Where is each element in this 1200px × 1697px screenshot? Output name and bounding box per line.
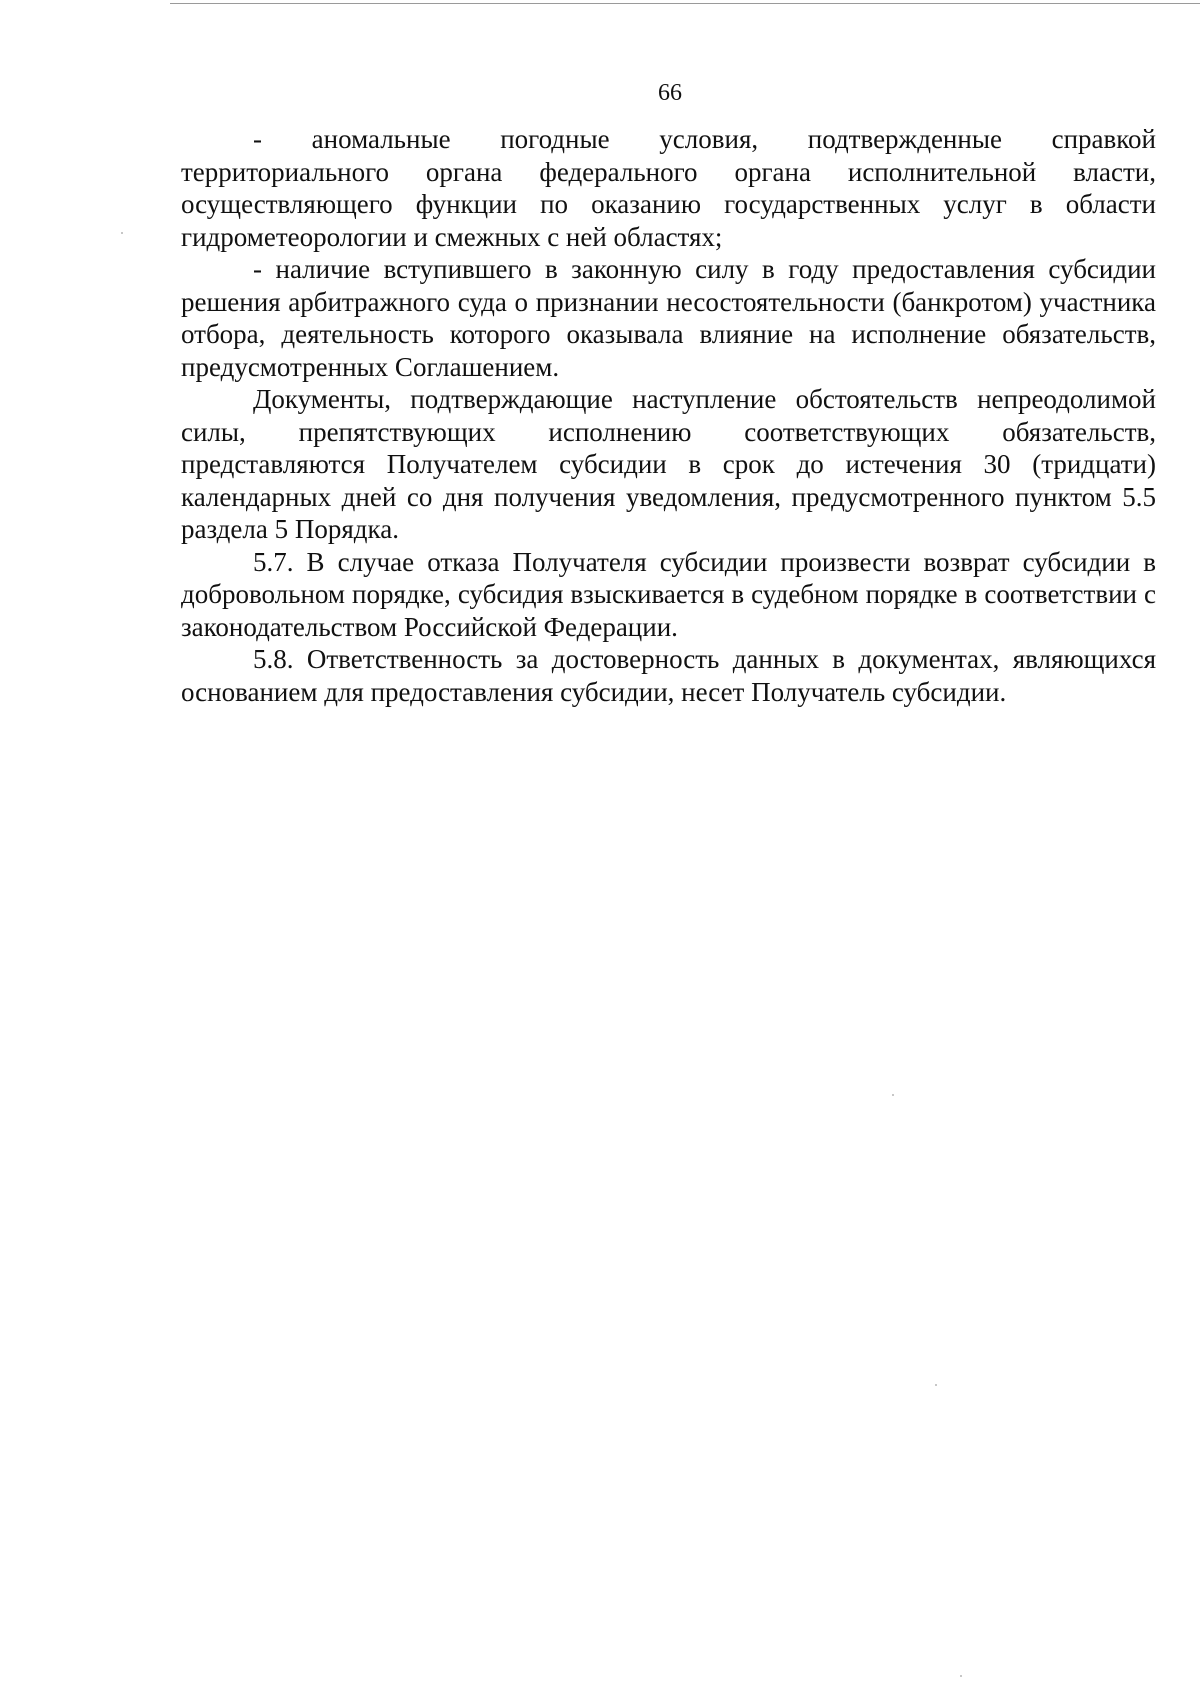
paragraph-clause-5-7: 5.7. В случае отказа Получателя субсидии произвести возврат субсидии в добровольном порядке, субсидия взыскивается в судебном порядке в соответствии с законодательством Российской Федерации.: [181, 546, 1156, 642]
document-body: [181, 123, 1156, 708]
paragraph-force-majeure-documents: Документы, подтверждающие наступление обстоятельств непреодолимой силы, препятствующих исполнению соответствующих обязательств, представляются Получателем субсидии в срок до истечения 30 (тридцати) календарных дней со дня получения уведомления, предусмотренного пунктом 5.5 раздела 5 Порядка.: [181, 384, 1156, 544]
scan-speck: [892, 1094, 894, 1096]
page-number: 66: [658, 80, 682, 106]
scan-speck: [935, 1384, 937, 1386]
paragraph-arbitration-decision: - наличие вступившего в законную силу в году предоставления субсидии решения арбитражного суда о признании несостоятельности (банкротом) участника отбора, деятельность которого оказывала влияние на исполнение обязательств, предусмотренных Соглашением.: [181, 254, 1156, 382]
scan-speck: [960, 1675, 962, 1677]
scan-top-edge-line: [170, 3, 1200, 4]
paragraph-weather-conditions: - аномальные погодные условия, подтвержденные справкой территориального органа федерального органа исполнительной власти, осуществляющего функции по оказанию государственных услуг в области гидрометеорологии и смежных с ней областях;: [181, 124, 1156, 252]
scan-speck: [121, 232, 123, 234]
paragraph-clause-5-8: 5.8. Ответственность за достоверность данных в документах, являющихся основанием для предоставления субсидии, несет Получатель субсидии.: [181, 644, 1156, 707]
